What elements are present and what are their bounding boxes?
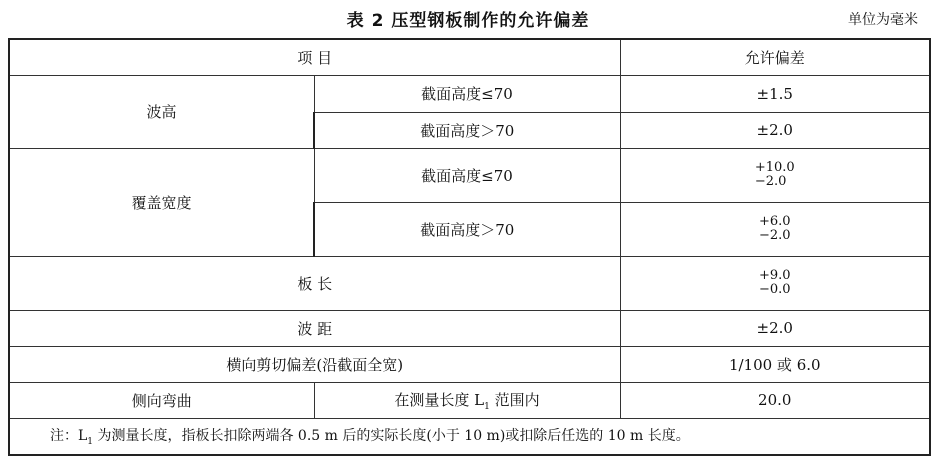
condition-cell — [314, 382, 620, 418]
tolerance-stack — [759, 215, 791, 243]
condition-cell: 截面高度≤70 — [314, 75, 620, 112]
tolerance-minus: −0.0 — [758, 282, 791, 297]
tolerance-minus: −2.0 — [758, 228, 791, 243]
tolerance-table — [8, 38, 931, 456]
table-row — [9, 256, 930, 310]
table-row — [9, 346, 930, 382]
table-title: 表 2 压型钢板制作的允许偏差 — [346, 11, 590, 31]
tolerance-plus: +9.0 — [758, 268, 791, 283]
condition-cell: 截面高度＞70 — [314, 112, 620, 148]
row-label-shear: 横向剪切偏差(沿截面全宽) — [9, 346, 620, 382]
table-note — [9, 418, 930, 455]
tolerance-cell — [620, 256, 930, 310]
tolerance-cell: ±1.5 — [620, 75, 930, 112]
tolerance-stack — [755, 161, 795, 189]
tolerance-cell: ±2.0 — [620, 112, 930, 148]
table-row — [9, 382, 930, 418]
tolerance-plus: +10.0 — [754, 160, 795, 175]
table-row — [9, 75, 930, 112]
condition-subscript: 1 — [484, 401, 490, 412]
header-row — [9, 39, 930, 75]
table-row — [9, 310, 930, 346]
tolerance-cell: 20.0 — [620, 382, 930, 418]
header-tolerance: 允许偏差 — [620, 39, 930, 75]
condition-cell: 截面高度＞70 — [314, 202, 620, 256]
note-post: 为测量长度，指板长扣除两端各 0.5 m 后的实际长度(小于 10 m)或扣除后任选的 10 m 长度。 — [93, 428, 690, 445]
row-label-length: 板 长 — [9, 256, 620, 310]
condition-cell: 截面高度≤70 — [314, 148, 620, 202]
row-label-cover: 覆盖宽度 — [9, 148, 314, 256]
note-row — [9, 418, 930, 455]
condition-text-pre: 在测量长度 L — [394, 390, 485, 409]
row-label-wave: 波高 — [9, 75, 314, 148]
condition-text-post: 范围内 — [489, 390, 540, 409]
unit-label: 单位为毫米 — [848, 12, 918, 28]
tolerance-cell: 1/100 或 6.0 — [620, 346, 930, 382]
tolerance-cell — [620, 202, 930, 256]
header-item: 项 目 — [9, 39, 620, 75]
tolerance-stack — [759, 269, 791, 297]
tolerance-plus: +6.0 — [758, 214, 791, 229]
note-pre: 注：L — [50, 428, 88, 445]
row-label-pitch: 波 距 — [9, 310, 620, 346]
note-subscript: 1 — [87, 437, 94, 448]
tolerance-cell — [620, 148, 930, 202]
tolerance-cell: ±2.0 — [620, 310, 930, 346]
table-row — [9, 148, 930, 202]
row-label-bend: 侧向弯曲 — [9, 382, 314, 418]
tolerance-minus: −2.0 — [754, 174, 787, 189]
